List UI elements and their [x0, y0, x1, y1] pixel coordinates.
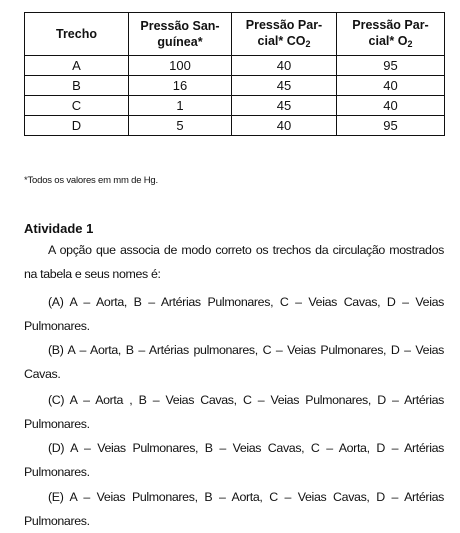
table-header-row	[25, 13, 445, 56]
cell-sanguinea: 100	[129, 56, 232, 76]
cell-co2: 40	[232, 116, 337, 136]
table-row	[25, 56, 445, 76]
pressure-table	[24, 12, 445, 136]
option-c: (C) A – Aorta , B – Veias Cavas, C – Veias Pulmonares, D – Artérias Pulmonares.	[24, 393, 444, 431]
header-pressao-sanguinea: Pressão San- guínea*	[129, 13, 232, 56]
activity-intro: A opção que associa de modo correto os trechos da circulação mostrados na tabela e seus nomes é:	[24, 243, 444, 281]
cell-o2: 95	[337, 116, 445, 136]
cell-co2: 40	[232, 56, 337, 76]
cell-co2: 45	[232, 96, 337, 116]
cell-sanguinea: 5	[129, 116, 232, 136]
option-a: (A) A – Aorta, B – Artérias Pulmonares, C – Veias Cavas, D – Veias Pulmonares.	[24, 295, 444, 333]
cell-trecho: C	[25, 96, 129, 116]
cell-o2: 95	[337, 56, 445, 76]
table-footnote: *Todos os valores em mm de Hg.	[24, 175, 158, 186]
table-row	[25, 116, 445, 136]
cell-co2: 45	[232, 76, 337, 96]
header-pressao-o2: Pressão Par- cial* $O_2$	[337, 13, 445, 56]
cell-o2: 40	[337, 76, 445, 96]
option-e: (E) A – Veias Pulmonares, B – Aorta, C – Veias Cavas, D – Artérias Pulmonares.	[24, 490, 444, 528]
table-row	[25, 96, 445, 116]
option-b: (B) A – Aorta, B – Artérias pulmonares, C – Veias Pulmonares, D – Veias Cavas.	[24, 343, 444, 381]
table-row	[25, 76, 445, 96]
cell-trecho: A	[25, 56, 129, 76]
cell-o2: 40	[337, 96, 445, 116]
cell-sanguinea: 1	[129, 96, 232, 116]
header-pressao-co2: Pressão Par- cial* $CO_2$	[232, 13, 337, 56]
activity-title: Atividade 1	[24, 221, 94, 236]
option-d: (D) A – Veias Pulmonares, B – Veias Cavas, C – Aorta, D – Artérias Pulmonares.	[24, 441, 444, 479]
cell-trecho: D	[25, 116, 129, 136]
cell-trecho: B	[25, 76, 129, 96]
header-trecho: Trecho	[25, 13, 129, 56]
cell-sanguinea: 16	[129, 76, 232, 96]
